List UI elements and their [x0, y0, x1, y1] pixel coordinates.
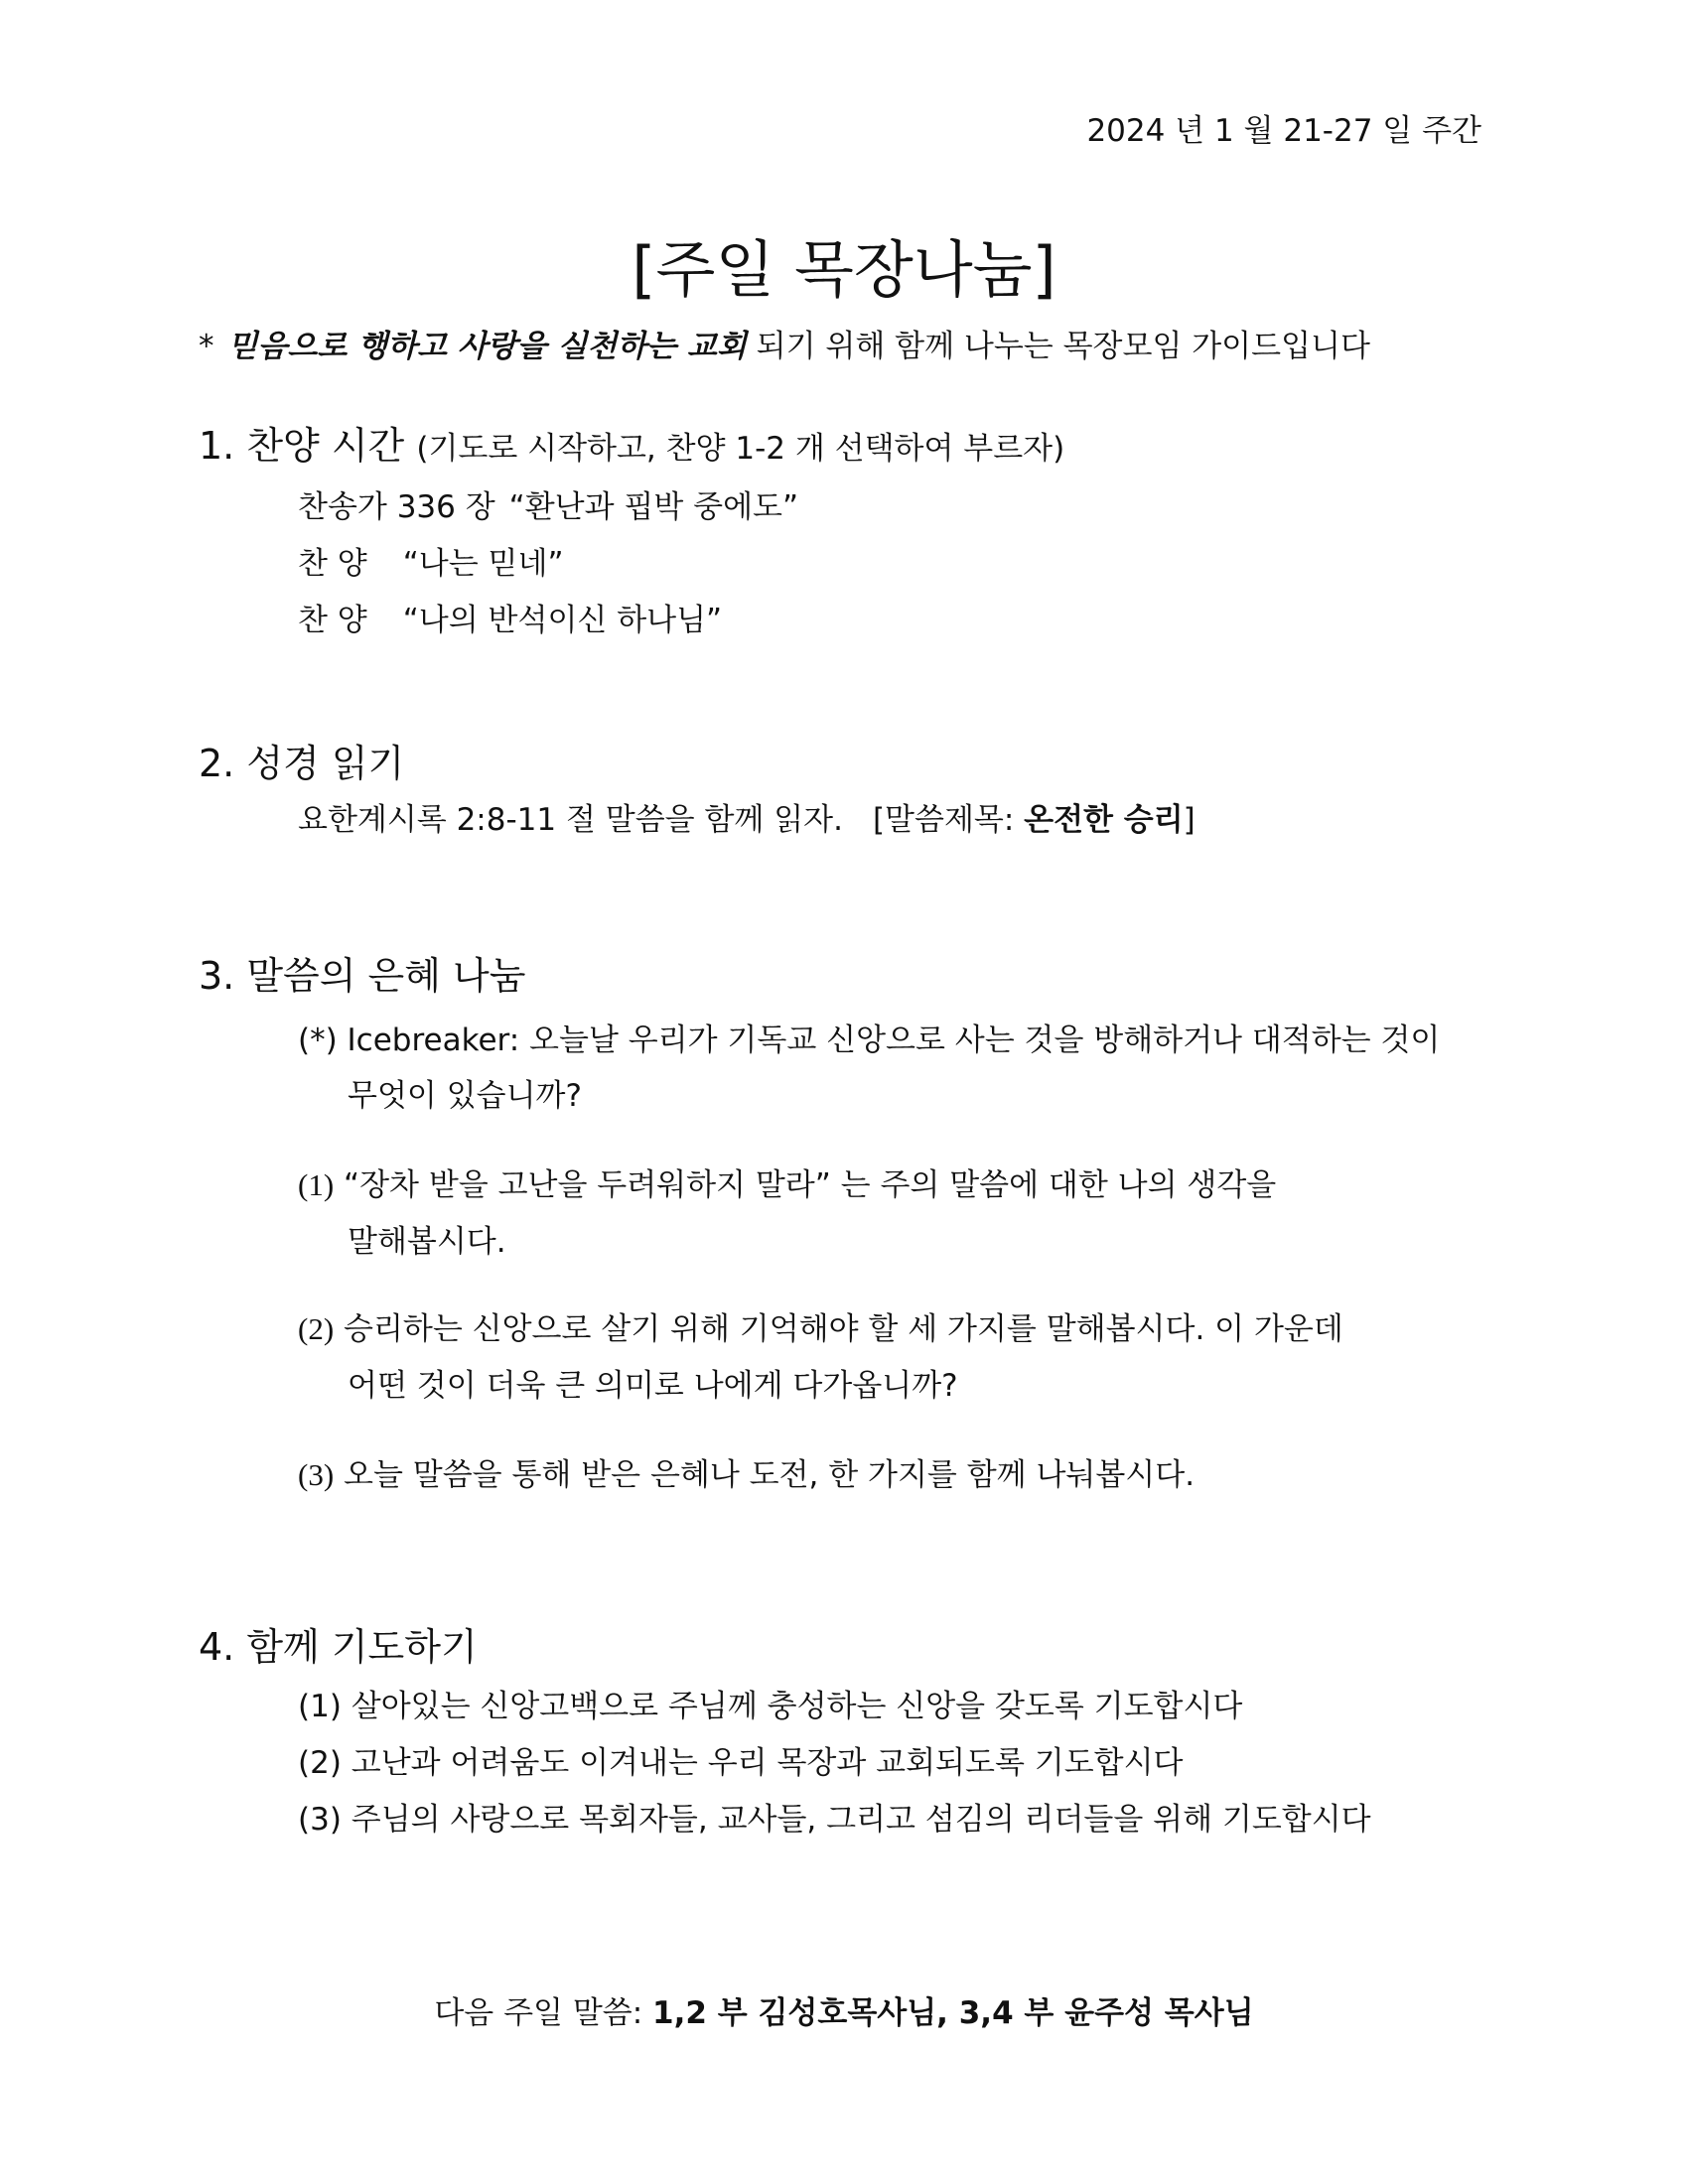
- question-number: (3): [298, 1457, 335, 1492]
- intro-bullet: *: [199, 329, 214, 364]
- question-2-cont: 어떤 것이 더욱 큰 의미로 나에게 다가옵니까?: [348, 1368, 958, 1404]
- song-title: “환난과 핍박 중에도”: [508, 489, 799, 525]
- icebreaker-label: (*) Icebreaker:: [298, 1023, 520, 1058]
- song-label: 찬송가 336 장: [298, 489, 495, 525]
- bible-reading-text: 요한계시록 2:8-11 절 말씀을 함께 읽자.: [298, 802, 843, 838]
- song-title: “나의 반석이신 하나님”: [402, 603, 723, 638]
- section-praise-title: 1. 찬양 시간: [199, 424, 405, 468]
- next-sermon-line: [0, 1987, 1688, 2032]
- song-item: [298, 481, 798, 526]
- icebreaker-line1: [298, 1015, 1440, 1059]
- song-item: [298, 595, 722, 639]
- icebreaker-text: 오늘날 우리가 기독교 신앙으로 사는 것을 방해하거나 대적하는 것이: [529, 1023, 1441, 1058]
- question-1-cont: 말해봅시다.: [348, 1224, 506, 1260]
- song-title: “나는 믿네”: [402, 546, 564, 582]
- section-praise-note: (기도로 시작하고, 찬양 1-2 개 선택하여 부르자): [416, 431, 1065, 467]
- question-text: “장차 받을 고난을 두려워하지 말라” 는 주의 말씀에 대한 나의 생각을: [344, 1167, 1277, 1203]
- intro-line: [199, 321, 1370, 365]
- next-sermon-label: 다음 주일 말씀:: [434, 1995, 643, 2031]
- section-sharing-heading: 3. 말씀의 은혜 나눔: [199, 954, 526, 998]
- next-sermon-preachers: 1,2 부 김성호목사님, 3,4 부 윤주성 목사님: [652, 1995, 1254, 2031]
- sermon-prefix: [말씀제목:: [872, 802, 1015, 838]
- section-prayer-heading: 4. 함께 기도하기: [199, 1625, 478, 1669]
- question-text: 오늘 말씀을 통해 받은 은혜나 도전, 한 가지를 함께 나눠봅시다.: [344, 1457, 1196, 1493]
- week-date: 2024 년 1 월 21-27 일 주간: [1086, 113, 1481, 149]
- sermon-suffix: ]: [1183, 802, 1196, 838]
- intro-emphasis: 믿음으로 행하고 사랑을 실천하는 교회: [227, 329, 747, 364]
- section-bible-heading: 2. 성경 읽기: [199, 742, 405, 785]
- question-number: (2): [298, 1311, 335, 1346]
- icebreaker-line2: 무엇이 있습니까?: [348, 1078, 582, 1114]
- question-2: [298, 1303, 1343, 1348]
- sermon-title: 온전한 승리: [1024, 802, 1184, 838]
- song-label: 찬 양: [298, 603, 367, 638]
- question-number: (1): [298, 1167, 335, 1202]
- question-1: [298, 1160, 1276, 1204]
- bible-reading-line: [298, 794, 1196, 839]
- section-praise-heading: [199, 415, 1064, 470]
- intro-rest: 되기 위해 함께 나누는 목장모임 가이드입니다: [756, 329, 1370, 364]
- song-item: [298, 538, 564, 583]
- song-label: 찬 양: [298, 546, 367, 582]
- prayer-item: (3) 주님의 사랑으로 목회자들, 교사들, 그리고 섬김의 리더들을 위해 기도합시다: [298, 1802, 1371, 1838]
- question-text: 승리하는 신앙으로 살기 위해 기억해야 할 세 가지를 말해봅시다. 이 가운데: [344, 1311, 1343, 1347]
- question-3: [298, 1449, 1195, 1494]
- page-title: [주일 목장나눔]: [632, 233, 1056, 306]
- prayer-item: (2) 고난과 어려움도 이겨내는 우리 목장과 교회되도록 기도합시다: [298, 1745, 1184, 1781]
- prayer-item: (1) 살아있는 신앙고백으로 주님께 충성하는 신앙을 갖도록 기도합시다: [298, 1689, 1243, 1724]
